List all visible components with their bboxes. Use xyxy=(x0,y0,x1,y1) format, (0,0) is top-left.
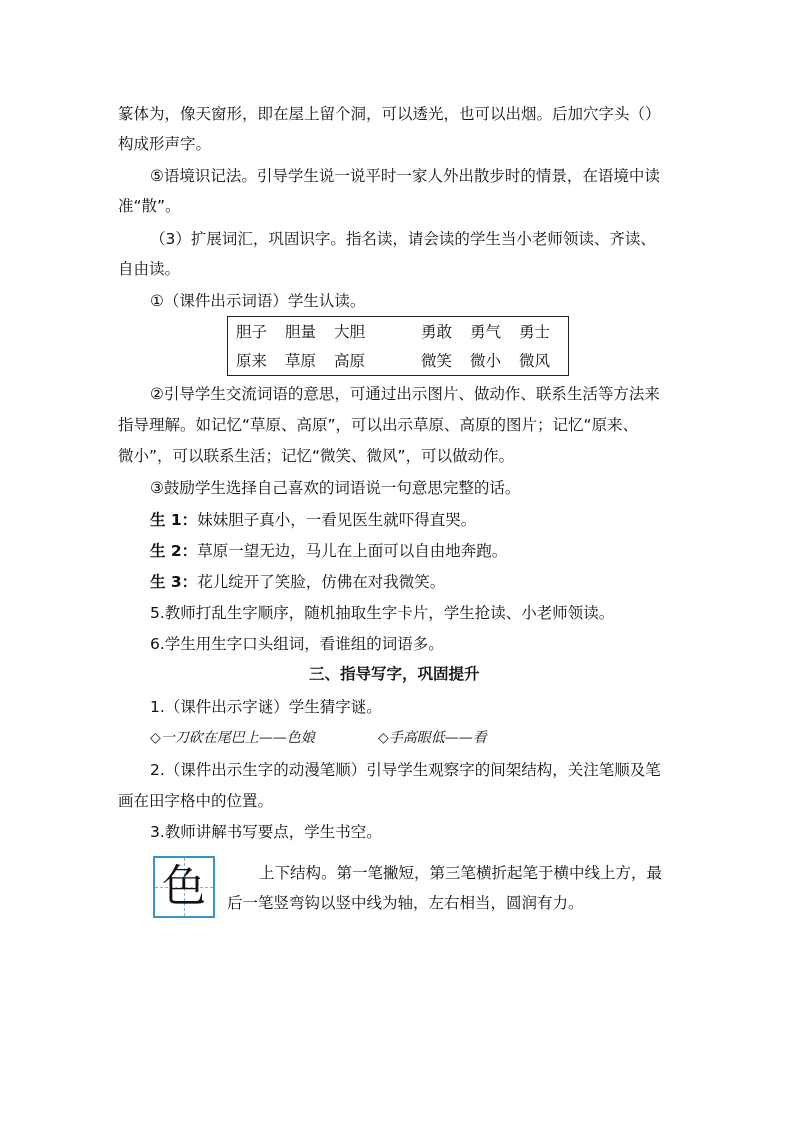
paragraph-line: 3.教师讲解书写要点，学生书空。 xyxy=(150,823,382,841)
riddle-answer-extra: 娘 xyxy=(300,730,315,746)
word-cell: 勇气 xyxy=(470,323,502,341)
riddle-item: ◇手高眼低——看 xyxy=(378,730,487,746)
paragraph-line: 篆体为，像天窗形，即在屋上留个洞，可以透光，也可以出烟。后加穴字头（） xyxy=(118,105,661,123)
section-heading: 三、指导写字，巩固提升 xyxy=(309,665,480,683)
word-cell: 高原 xyxy=(334,352,366,370)
paragraph-line: 1.（课件出示字谜）学生猜字谜。 xyxy=(150,698,382,716)
student-answer xyxy=(150,572,445,592)
paragraph-line: 2.（课件出示生字的动漫笔顺）引导学生观察字的间架结构，关注笔顺及笔 xyxy=(150,761,661,779)
student-text: 妹妹胆子真小，一看见医生就吓得直哭。 xyxy=(197,511,477,529)
student-label: 生 3： xyxy=(150,573,198,591)
word-table-row xyxy=(228,349,568,377)
paragraph-line: 自由读。 xyxy=(118,260,181,278)
paragraph-line: （3）扩展词汇，巩固识字。指名读，请会读的学生当小老师领读、齐读、 xyxy=(150,230,656,248)
student-text: 草原一望无边，马儿在上面可以自由地奔跑。 xyxy=(197,542,508,560)
student-text: 花儿绽开了笑脸，仿佛在对我微笑。 xyxy=(197,573,446,591)
word-cell: 微笑 xyxy=(421,352,453,370)
word-cell: 胆量 xyxy=(285,323,317,341)
paragraph-line: ①（课件出示词语）学生认读。 xyxy=(150,292,366,310)
student-label: 生 2： xyxy=(150,542,198,560)
paragraph-line: 后一笔竖弯钩以竖中线为轴，左右相当，圆润有力。 xyxy=(227,894,584,912)
riddle-line xyxy=(150,728,315,748)
paragraph-line: 微小”，可以联系生活；记忆“微笑、微风”，可以做动作。 xyxy=(118,447,515,465)
paragraph-line: 6.学生用生字口头组词，看谁组的词语多。 xyxy=(150,635,444,653)
word-table xyxy=(227,316,569,376)
word-cell: 微风 xyxy=(519,352,551,370)
riddle-item: ◇一刀砍在尾巴上——色 xyxy=(150,730,301,746)
paragraph-line: 上下结构。第一笔撇短，第三笔横折起笔于横中线上方，最 xyxy=(259,864,663,882)
paragraph-line: ②引导学生交流词语的意思，可通过出示图片、做动作、联系生活等方法来 xyxy=(150,385,660,403)
paragraph-line: 5.教师打乱生字顺序，随机抽取生字卡片，学生抢读、小老师领读。 xyxy=(150,604,615,622)
student-answer xyxy=(150,510,476,530)
paragraph-line: 画在田字格中的位置。 xyxy=(118,792,274,810)
paragraph-line: 构成形声字。 xyxy=(118,135,212,153)
paragraph-line: 准“散”。 xyxy=(118,197,181,215)
word-cell: 大胆 xyxy=(334,323,366,341)
model-character: 色 xyxy=(162,861,206,912)
word-table-row xyxy=(228,320,568,348)
student-answer xyxy=(150,541,507,561)
word-cell: 勇士 xyxy=(519,323,551,341)
word-cell: 勇敢 xyxy=(421,323,453,341)
word-cell: 微小 xyxy=(470,352,502,370)
tianzige-grid xyxy=(153,856,215,918)
word-cell: 草原 xyxy=(285,352,317,370)
paragraph-line: 指导理解。如记忆“草原、高原”，可以出示草原、高原的图片；记忆“原来、 xyxy=(118,416,639,434)
word-cell: 原来 xyxy=(236,352,268,370)
paragraph-line: ⑤语境识记法。引导学生说一说平时一家人外出散步时的情景，在语境中读 xyxy=(150,167,660,185)
paragraph-line: ③鼓励学生选择自己喜欢的词语说一句意思完整的话。 xyxy=(150,479,521,497)
word-cell: 胆子 xyxy=(236,323,268,341)
student-label: 生 1： xyxy=(150,511,198,529)
